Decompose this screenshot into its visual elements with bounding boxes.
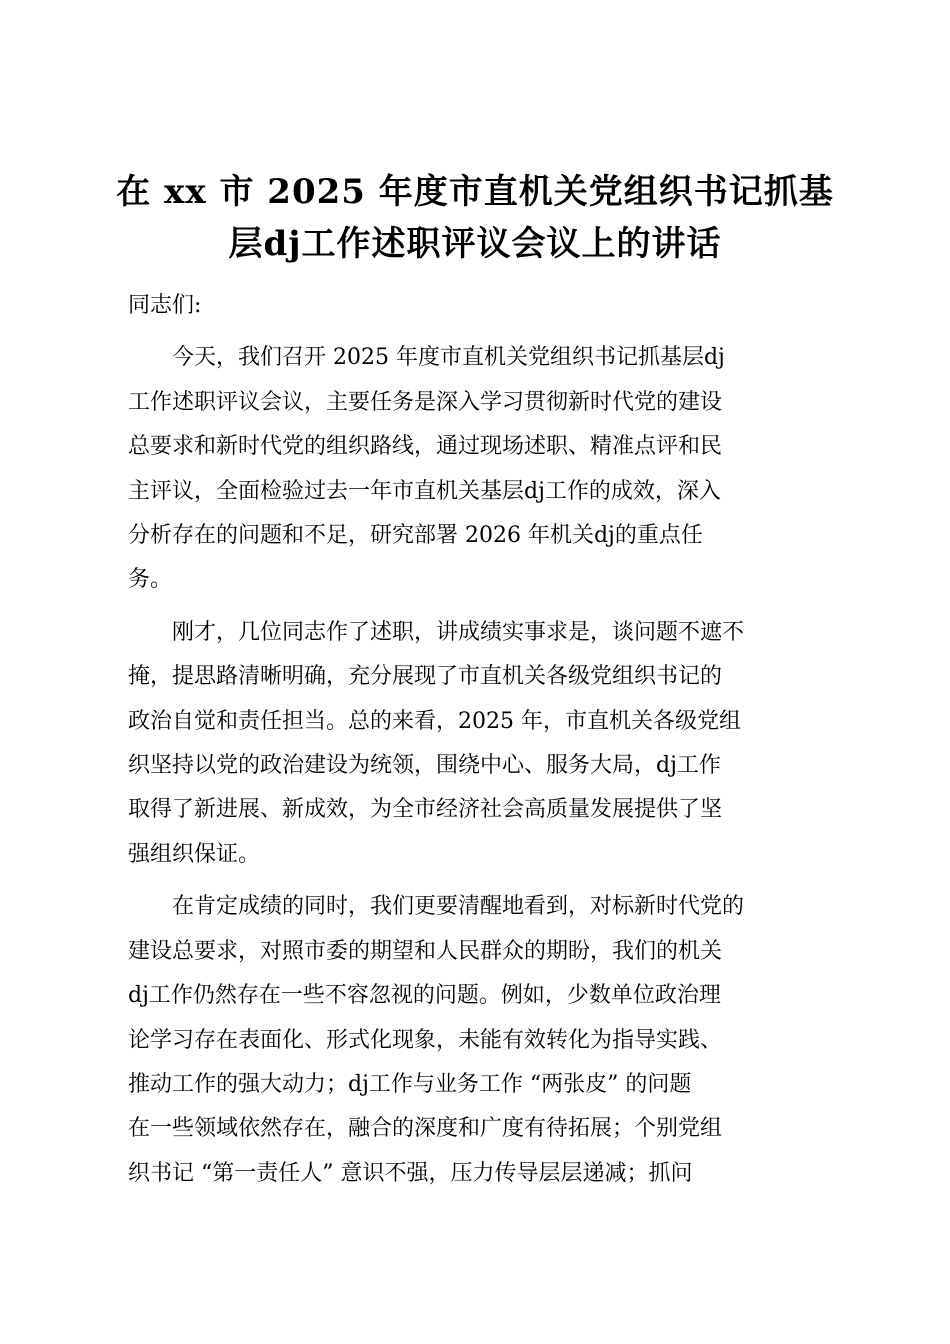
paragraph-problems [128, 877, 828, 1196]
paragraph-line: 分析存在的问题和不足，研究部署 2026 年机关dj的重点任 [128, 523, 703, 549]
paragraph-line: 掩，提思路清晰明确，充分展现了市直机关各级党组织书记的 [128, 664, 723, 690]
paragraph-line: 在一些领域依然存在，融合的深度和广度有待拓展；个别党组 [128, 1116, 723, 1142]
salutation: 同志们: [128, 293, 202, 318]
paragraph-line: 总要求和新时代党的组织路线，通过现场述职、精准点评和民 [128, 434, 723, 460]
paragraph-line: 刚才，几位同志作了述职，讲成绩实事求是，谈问题不遮不 [172, 619, 745, 645]
paragraph-line: 在肯定成绩的同时，我们更要清醒地看到，对标新时代党的 [172, 894, 745, 920]
paragraph-line: dj工作仍然存在一些不容忽视的问题。例如，少数单位政治理 [128, 983, 721, 1009]
paragraph-line: 织书记 “第一责任人” 意识不强，压力传导层层递减；抓问 [128, 1160, 693, 1186]
paragraph-line: 论学习存在表面化、形式化现象，未能有效转化为指导实践、 [128, 1027, 723, 1053]
title-line: 层dj工作述职评议会议上的讲话 [228, 224, 722, 264]
title-line: 在 xx 市 2025 年度市直机关党组织书记抓基 [116, 172, 834, 212]
paragraph-line: 织坚持以党的政治建设为统领，围绕中心、服务大局，dj工作 [128, 753, 721, 779]
speech-title [110, 166, 840, 270]
speech-body [128, 284, 828, 1196]
paragraph-line: 建设总要求，对照市委的期望和人民群众的期盼，我们的机关 [128, 938, 723, 964]
paragraph-line: 政治自觉和责任担当。总的来看，2025 年，市直机关各级党组 [128, 708, 741, 734]
paragraph-line: 强组织保证。 [128, 841, 261, 867]
paragraph-line: 务。 [128, 567, 173, 593]
paragraph-opening [128, 328, 828, 602]
paragraph-line: 工作述职评议会议，主要任务是深入学习贯彻新时代党的建设 [128, 389, 723, 415]
paragraph-achievements [128, 603, 828, 877]
paragraph-line: 推动工作的强大动力；dj工作与业务工作 “两张皮” 的问题 [128, 1071, 692, 1097]
paragraph-line: 主评议，全面检验过去一年市直机关基层dj工作的成效，深入 [128, 478, 721, 504]
paragraph-line: 取得了新进展、新成效，为全市经济社会高质量发展提供了坚 [128, 797, 723, 823]
paragraph-line: 今天，我们召开 2025 年度市直机关党组织书记抓基层dj [172, 345, 725, 371]
